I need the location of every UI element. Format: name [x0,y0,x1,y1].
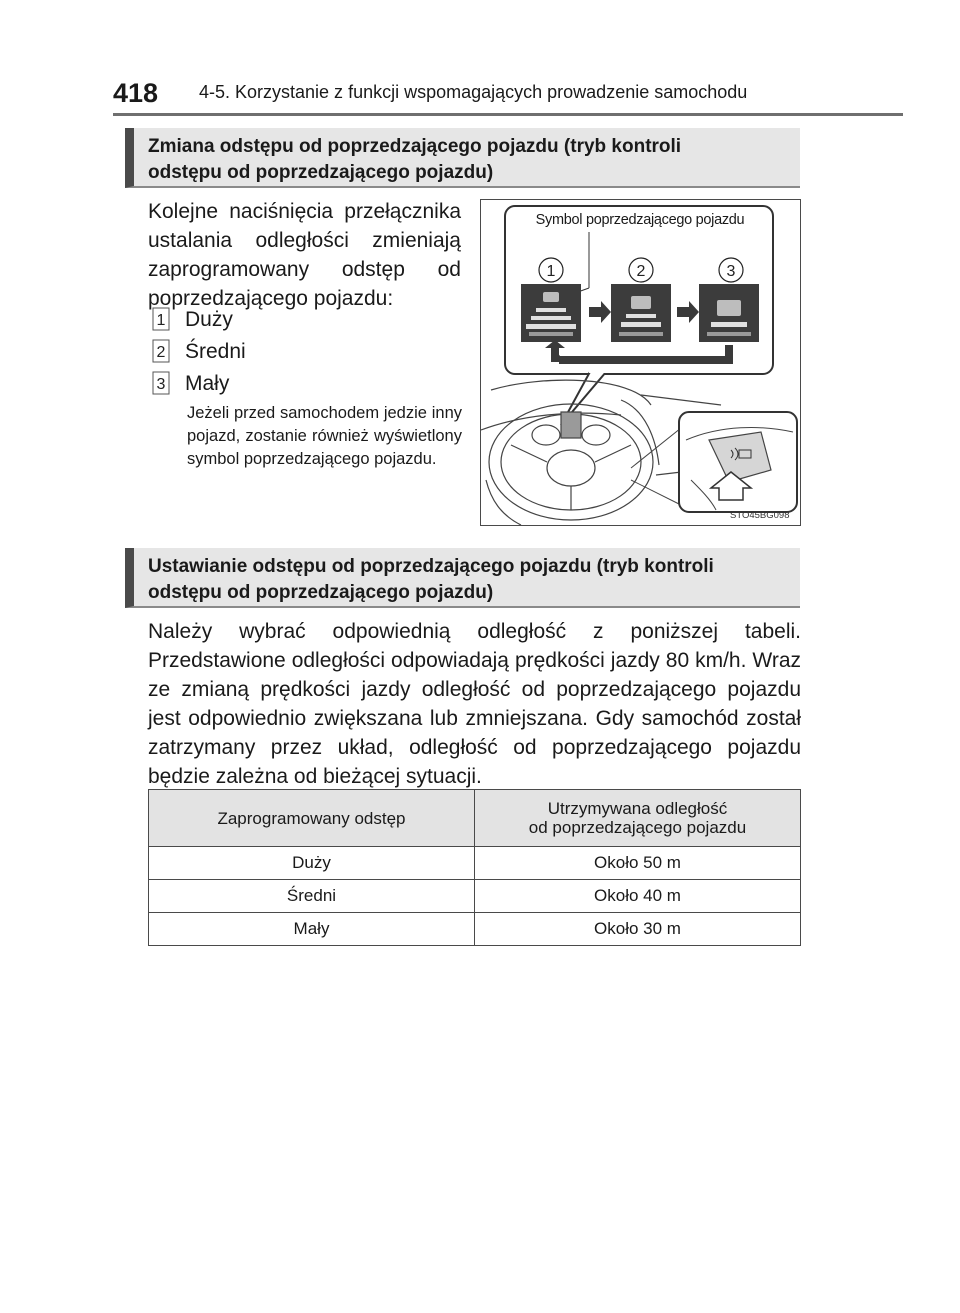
header-divider [113,113,903,116]
section-title-line: odstępu od poprzedzającego pojazdu) [148,162,494,183]
number-3-icon [152,371,170,395]
svg-text:3: 3 [726,263,736,280]
illustration-distance-switch [480,199,801,526]
section-title-change-distance [125,128,800,188]
display-small-distance-icon [699,284,759,342]
body-paragraph: Należy wybrać odpowiednią odległość z poniższej tabeli. Przedstawione odległości odpowiadają prędkości jazdy 80 km/h. Wraz ze zmianą prędkości jazdy odległość od poprzedzającego pojazdu jest odpowiednio zwiększana lub zmniejszana. Gdy samochód został zatrzymany przez układ, odległość od poprzedzającego pojazdu będzie zależna od bieżącej sytuacji. [148,620,801,788]
option-label: Średni [185,340,246,363]
section-title-line: odstępu od poprzedzającego pojazdu) [148,582,494,603]
table-header-line: od poprzedzającego pojazdu [528,818,747,837]
table-row [149,880,801,913]
figure-caption: Symbol poprzedzającego pojazdu [514,212,766,228]
page-number: 418 [113,78,159,108]
table-header-line: Utrzymywana odległość [547,799,728,818]
section-title-line: Ustawianie odstępu od poprzedzającego pojazdu (tryb kontroli [148,556,714,577]
page-header [113,78,903,112]
number-2-icon [152,339,170,363]
number-1-icon [152,307,170,331]
section-title-line: Zmiana odstępu od poprzedzającego pojazdu (tryb kontroli [148,136,682,157]
table-cell-setting: Mały [149,913,475,946]
note-paragraph: Jeżeli przed samochodem jedzie inny pojazd, zostanie również wyświetlony symbol poprzedzającego pojazdu. [187,404,462,468]
table-header-cell [475,790,801,847]
table-row [149,913,801,946]
distance-switch-detail-icon [679,412,797,512]
intro-paragraph: Kolejne naciśnięcia przełącznika ustalania odległości zmieniają zaprogramowany odstęp od poprzedzającego pojazdu: [148,200,461,310]
table-cell-distance: Około 40 m [475,880,801,913]
distance-table [148,789,801,946]
option-item-medium [152,339,246,367]
option-label: Duży [185,308,233,331]
section-title-set-distance [125,548,800,608]
table-header-row [149,790,801,847]
figure-code: STO45BG098 [730,510,790,521]
dashboard-illustration [481,200,800,525]
option-number: 1 [156,312,166,330]
table-cell-setting: Duży [149,847,475,880]
option-item-small [152,371,230,399]
table-header-cell: Zaprogramowany odstęp [149,790,475,847]
chapter-title: 4-5. Korzystanie z funkcji wspomagających prowadzenie samochodu [199,82,748,102]
table-cell-setting: Średni [149,880,475,913]
display-medium-distance-icon [611,284,671,342]
option-number: 3 [156,376,166,394]
marker-3-icon [719,258,743,282]
option-label: Mały [185,372,230,395]
marker-2-icon [629,258,653,282]
option-item-large [152,307,233,335]
option-number: 2 [156,344,166,362]
table-cell-distance: Około 50 m [475,847,801,880]
marker-1-icon [539,258,563,282]
table-row [149,847,801,880]
svg-text:2: 2 [636,263,646,280]
svg-text:1: 1 [546,263,556,280]
table-cell-distance: Około 30 m [475,913,801,946]
display-large-distance-icon [521,284,581,342]
